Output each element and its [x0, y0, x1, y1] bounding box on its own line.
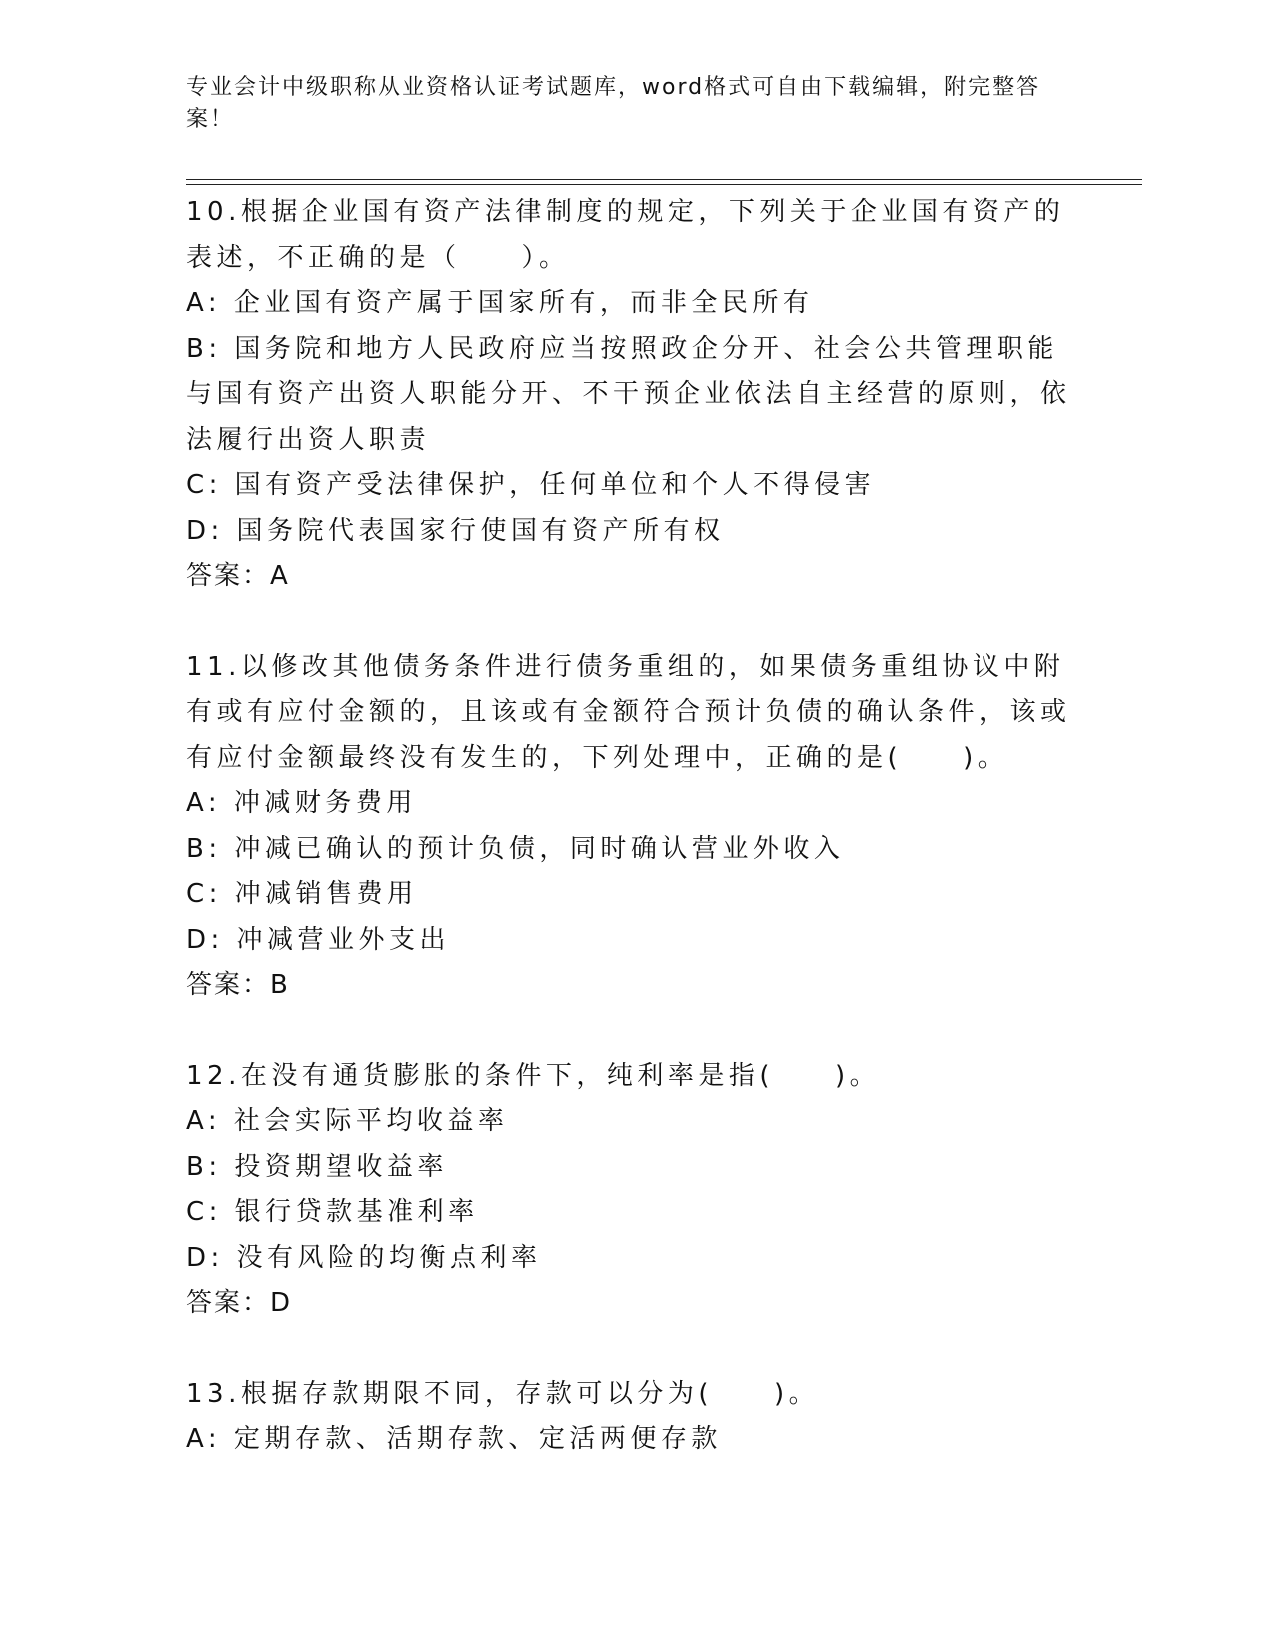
- option-b: B: 投资期望收益率: [186, 1151, 448, 1182]
- question-12: [186, 1054, 1086, 1327]
- answer: 答案：A: [186, 561, 290, 591]
- question-text: 11.以修改其他债务条件进行债务重组的，如果债务重组协议中附有或有应付金额的，且该或有金额符合预计负债的确认条件，该或有应付金额最终没有发生的，下列处理中，正确的是( )。: [186, 651, 1071, 773]
- question-13: [186, 1372, 1086, 1463]
- option-c: C: 国有资产受法律保护，任何单位和个人不得侵害: [186, 470, 876, 500]
- question-text: 13.根据存款期限不同，存款可以分为( )。: [186, 1378, 820, 1409]
- question-gap: [186, 1009, 1086, 1054]
- question-10: [186, 190, 1086, 600]
- answer: 答案：D: [186, 1288, 293, 1318]
- option-a: A: 社会实际平均收益率: [186, 1106, 509, 1136]
- option-c: C: 银行贷款基准利率: [186, 1197, 479, 1227]
- option-d: D: 国务院代表国家行使国有资产所有权: [186, 515, 725, 546]
- option-b: B: 冲减已确认的预计负债，同时确认营业外收入: [186, 833, 845, 864]
- question-gap: [186, 1327, 1086, 1372]
- header-divider-bottom: [186, 184, 1142, 185]
- option-a: A: 定期存款、活期存款、定活两便存款: [186, 1424, 722, 1454]
- option-b: B: 国务院和地方人民政府应当按照政企分开、社会公共管理职能与国有资产出资人职能分开、不干预企业依法自主经营的原则，依法履行出资人职责: [186, 333, 1071, 455]
- option-a: A: 企业国有资产属于国家所有，而非全民所有: [186, 288, 814, 318]
- option-c: C: 冲减销售费用: [186, 879, 418, 909]
- header-divider-top: [186, 179, 1142, 180]
- question-text: 10.根据企业国有资产法律制度的规定，下列关于企业国有资产的表述，不正确的是（ ）。: [186, 197, 1065, 273]
- option-d: D: 冲减营业外支出: [186, 924, 451, 955]
- answer: 答案：B: [186, 970, 290, 1000]
- option-a: A: 冲减财务费用: [186, 788, 417, 818]
- document-header: 专业会计中级职称从业资格认证考试题库，word格式可自由下载编辑，附完整答案！: [186, 75, 1041, 132]
- question-text: 12.在没有通货膨胀的条件下，纯利率是指( )。: [186, 1060, 881, 1091]
- question-list: [186, 190, 1086, 1463]
- question-gap: [186, 600, 1086, 645]
- question-11: [186, 645, 1086, 1009]
- option-d: D: 没有风险的均衡点利率: [186, 1242, 542, 1273]
